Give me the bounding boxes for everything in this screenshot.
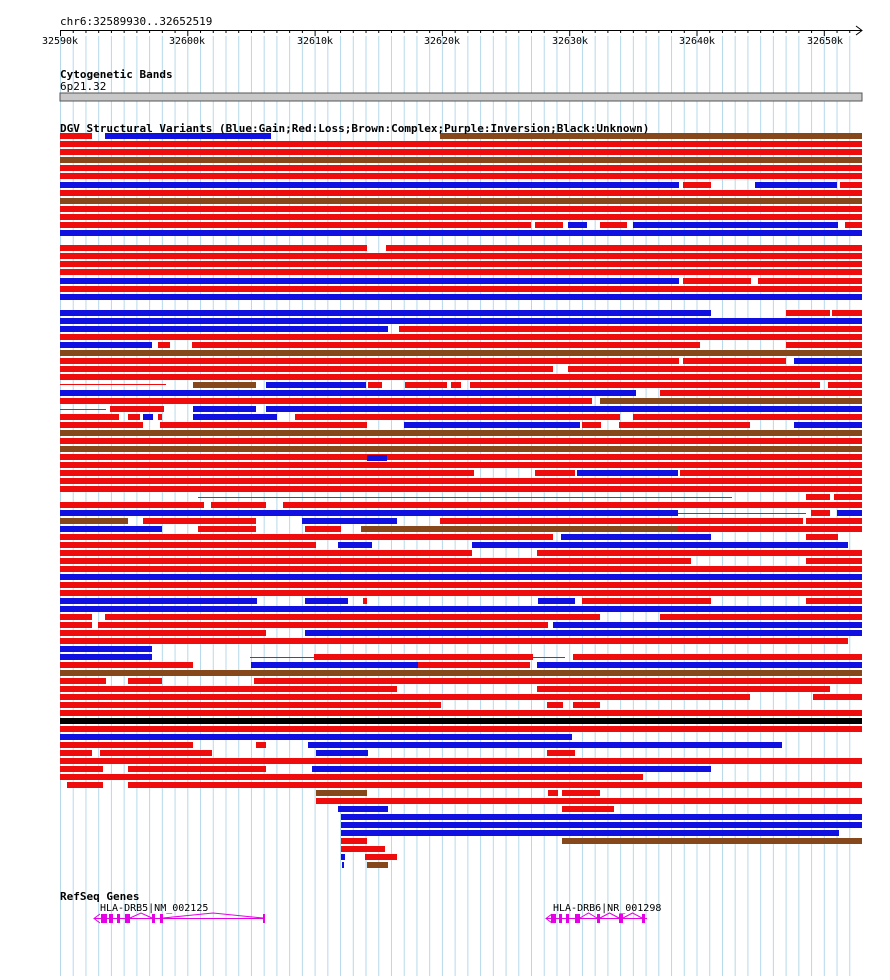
variant-feature[interactable]: [562, 806, 614, 812]
variant-feature[interactable]: [840, 182, 862, 188]
variant-feature[interactable]: [60, 310, 711, 316]
region-label: chr6:32589930..32652519: [60, 15, 213, 28]
variant-feature[interactable]: [683, 278, 751, 284]
variant-feature[interactable]: [60, 686, 397, 692]
variant-feature[interactable]: [568, 366, 862, 372]
variant-feature[interactable]: [302, 518, 397, 524]
variant-feature[interactable]: [828, 382, 862, 388]
variant-feature[interactable]: [683, 358, 786, 364]
gene-exon: [125, 914, 130, 923]
variant-feature[interactable]: [837, 510, 862, 516]
variant-feature[interactable]: [60, 165, 862, 171]
variant-feature[interactable]: [60, 182, 679, 188]
variant-feature[interactable]: [834, 494, 862, 500]
variant-feature[interactable]: [60, 422, 143, 428]
variant-feature[interactable]: [758, 278, 862, 284]
variant-feature[interactable]: [266, 382, 366, 388]
variant-feature[interactable]: [60, 149, 862, 155]
variant-feature[interactable]: [633, 222, 838, 228]
variant-feature[interactable]: [60, 294, 862, 300]
variant-feature[interactable]: [60, 694, 750, 700]
refseq-track-title: RefSeq Genes: [60, 890, 140, 903]
variant-feature[interactable]: [60, 478, 862, 484]
variant-feature[interactable]: [60, 358, 679, 364]
variant-feature[interactable]: [256, 742, 266, 748]
variant-feature[interactable]: [633, 414, 862, 420]
variant-feature[interactable]: [128, 782, 862, 788]
variant-feature[interactable]: [98, 622, 548, 628]
variant-feature[interactable]: [341, 846, 385, 852]
variant-feature[interactable]: [316, 790, 367, 796]
variant-feature[interactable]: [418, 662, 530, 668]
variant-feature[interactable]: [67, 782, 103, 788]
variant-feature[interactable]: [60, 630, 266, 636]
variant-feature[interactable]: [806, 494, 830, 500]
variant-feature[interactable]: [562, 790, 600, 796]
variant-feature[interactable]: [295, 414, 620, 420]
variant-feature[interactable]: [60, 622, 92, 628]
variant-feature[interactable]: [60, 678, 106, 684]
variant-feature[interactable]: [683, 182, 711, 188]
variant-feature[interactable]: [547, 750, 575, 756]
variant-feature[interactable]: [341, 814, 862, 820]
variant-feature[interactable]: [128, 678, 162, 684]
variant-feature[interactable]: [399, 326, 862, 332]
variant-feature[interactable]: [451, 382, 461, 388]
gene-exon: [152, 914, 155, 923]
variant-feature[interactable]: [60, 726, 862, 732]
variant-feature[interactable]: [368, 382, 382, 388]
variant-feature[interactable]: [60, 742, 193, 748]
variant-feature[interactable]: [128, 766, 266, 772]
variant-feature[interactable]: [60, 590, 862, 596]
cytoband-label: 6p21.32: [60, 80, 107, 93]
variant-feature[interactable]: [806, 558, 862, 564]
gene-exon: [263, 914, 265, 923]
variant-feature[interactable]: [573, 654, 862, 660]
variant-feature[interactable]: [308, 742, 782, 748]
variant-feature[interactable]: [158, 342, 170, 348]
dgv-track: [60, 133, 862, 868]
gene-exon: [597, 914, 600, 923]
refseq-genes-track: [94, 913, 647, 923]
variant-feature[interactable]: [266, 406, 862, 412]
variant-feature[interactable]: [547, 702, 563, 708]
variant-feature[interactable]: [110, 406, 164, 412]
variant-feature[interactable]: [361, 526, 678, 532]
variant-feature[interactable]: [341, 838, 367, 844]
variant-feature[interactable]: [806, 598, 862, 604]
ruler-tick-label: 32590k: [41, 36, 79, 47]
variant-feature[interactable]: [60, 598, 257, 604]
variant-feature[interactable]: [160, 422, 367, 428]
variant-feature[interactable]: [60, 774, 643, 780]
ruler: [42, 26, 862, 47]
variant-feature[interactable]: [60, 390, 636, 396]
variant-feature[interactable]: [60, 398, 592, 404]
variant-feature[interactable]: [405, 382, 447, 388]
gene-exon: [551, 914, 556, 923]
variant-feature[interactable]: [60, 518, 128, 524]
variant-feature[interactable]: [60, 374, 862, 380]
cytoband-track-title: Cytogenetic Bands: [60, 68, 173, 81]
variant-feature[interactable]: [680, 470, 862, 476]
variant-feature[interactable]: [660, 614, 862, 620]
variant-feature[interactable]: [60, 446, 862, 452]
variant-feature[interactable]: [338, 542, 372, 548]
gene-hla-drb6[interactable]: [546, 913, 647, 923]
variant-feature[interactable]: [60, 173, 862, 179]
variant-feature[interactable]: [538, 598, 575, 604]
variant-feature[interactable]: [813, 694, 862, 700]
variant-feature[interactable]: [794, 422, 862, 428]
variant-feature[interactable]: [305, 598, 348, 604]
variant-feature[interactable]: [755, 182, 837, 188]
variant-feature[interactable]: [105, 614, 600, 620]
variant-feature[interactable]: [60, 334, 862, 340]
variant-feature[interactable]: [60, 326, 388, 332]
variant-feature[interactable]: [811, 510, 830, 516]
variant-feature[interactable]: [365, 854, 397, 860]
variant-feature[interactable]: [60, 462, 862, 468]
variant-feature[interactable]: [254, 678, 862, 684]
variant-feature[interactable]: [60, 269, 862, 275]
variant-feature[interactable]: [60, 230, 862, 236]
variant-feature[interactable]: [305, 630, 862, 636]
variant-feature[interactable]: [786, 310, 830, 316]
variant-feature[interactable]: [786, 342, 862, 348]
variant-feature[interactable]: [60, 157, 862, 163]
variant-feature[interactable]: [158, 414, 162, 420]
variant-feature[interactable]: [60, 278, 679, 284]
variant-feature[interactable]: [60, 718, 862, 724]
variant-feature[interactable]: [60, 141, 862, 147]
variant-feature[interactable]: [60, 198, 862, 204]
gene-exon: [160, 914, 163, 923]
variant-feature[interactable]: [60, 582, 862, 588]
variant-feature[interactable]: [60, 542, 316, 548]
variant-feature[interactable]: [60, 638, 848, 644]
variant-feature[interactable]: [338, 806, 388, 812]
variant-feature[interactable]: [60, 486, 862, 492]
variant-feature[interactable]: [283, 502, 862, 508]
variant-feature[interactable]: [561, 534, 711, 540]
variant-feature[interactable]: [472, 542, 848, 548]
variant-feature[interactable]: [60, 574, 862, 580]
variant-feature[interactable]: [60, 261, 862, 267]
variant-feature[interactable]: [193, 382, 256, 388]
ruler-tick-label: 32620k: [423, 36, 461, 47]
variant-feature[interactable]: [582, 422, 601, 428]
gene-exon: [117, 914, 120, 923]
ruler-tick-label: 32610k: [296, 36, 334, 47]
variant-feature[interactable]: [60, 438, 862, 444]
variant-feature[interactable]: [60, 526, 162, 532]
ruler-tick-label: 32600k: [168, 36, 206, 47]
variant-feature[interactable]: [60, 470, 474, 476]
gene-label-hla-drb6[interactable]: HLA-DRB6|NR_001298: [553, 903, 662, 914]
variant-feature[interactable]: [537, 686, 830, 692]
variant-feature[interactable]: [806, 534, 838, 540]
variant-feature[interactable]: [341, 830, 839, 836]
variant-feature[interactable]: [832, 310, 862, 316]
gene-exon: [642, 914, 645, 923]
variant-feature[interactable]: [568, 222, 587, 228]
variant-feature[interactable]: [845, 222, 862, 228]
variant-feature[interactable]: [535, 222, 563, 228]
dgv-track-title: DGV Structural Variants (Blue:Gain;Red:Loss;Brown:Complex;Purple:Inversion;Black:Unknown): [60, 122, 650, 135]
variant-feature[interactable]: [193, 414, 277, 420]
variant-feature[interactable]: [600, 222, 627, 228]
variant-feature[interactable]: [806, 518, 862, 524]
variant-feature[interactable]: [60, 245, 367, 251]
variant-feature[interactable]: [794, 358, 862, 364]
ruler-tick-label: 32640k: [678, 36, 716, 47]
variant-feature[interactable]: [60, 502, 204, 508]
gene-exon: [566, 914, 569, 923]
variant-feature[interactable]: [251, 662, 418, 668]
variant-feature[interactable]: [341, 822, 862, 828]
gene-hla-drb5[interactable]: [94, 913, 265, 923]
variant-feature[interactable]: [60, 758, 862, 764]
variant-feature[interactable]: [60, 662, 193, 668]
variant-feature[interactable]: [660, 390, 862, 396]
variant-feature[interactable]: [314, 654, 533, 660]
variant-feature[interactable]: [60, 430, 862, 436]
variant-feature[interactable]: [60, 646, 152, 652]
variant-feature[interactable]: [60, 734, 572, 740]
variant-feature[interactable]: [143, 414, 153, 420]
variant-feature[interactable]: [60, 606, 862, 612]
variant-feature[interactable]: [100, 750, 212, 756]
variant-feature[interactable]: [60, 253, 862, 259]
variant-feature[interactable]: [404, 422, 580, 428]
variant-feature[interactable]: [60, 654, 152, 660]
variant-feature[interactable]: [60, 766, 103, 772]
variant-feature[interactable]: [60, 710, 862, 716]
variant-feature[interactable]: [143, 518, 256, 524]
variant-feature[interactable]: [60, 286, 862, 292]
variant-feature[interactable]: [60, 558, 691, 564]
variant-feature[interactable]: [60, 614, 92, 620]
variant-feature[interactable]: [198, 526, 256, 532]
variant-feature[interactable]: [60, 206, 862, 212]
variant-feature[interactable]: [211, 502, 266, 508]
gene-exon: [575, 914, 580, 923]
gene-label-hla-drb5[interactable]: HLA-DRB5|NM_002125: [100, 903, 209, 914]
variant-feature[interactable]: [60, 318, 862, 324]
variant-feature[interactable]: [60, 454, 862, 460]
variant-feature[interactable]: [60, 342, 152, 348]
cytoband-bar[interactable]: [60, 93, 862, 101]
variant-feature[interactable]: [60, 534, 553, 540]
variant-feature[interactable]: [619, 422, 750, 428]
variant-feature[interactable]: [577, 470, 678, 476]
variant-feature[interactable]: [60, 550, 472, 556]
gene-exon: [101, 914, 107, 923]
variant-feature[interactable]: [600, 398, 862, 404]
variant-feature[interactable]: [386, 245, 862, 251]
variant-feature[interactable]: [60, 414, 119, 420]
variant-feature[interactable]: [60, 510, 678, 516]
variant-feature[interactable]: [440, 518, 803, 524]
variant-feature[interactable]: [60, 214, 862, 220]
variant-feature[interactable]: [537, 550, 862, 556]
variant-feature[interactable]: [582, 598, 711, 604]
variant-feature[interactable]: [305, 526, 341, 532]
variant-feature[interactable]: [60, 222, 531, 228]
ruler-tick-label: 32650k: [806, 36, 844, 47]
variant-feature[interactable]: [60, 750, 92, 756]
variant-feature[interactable]: [316, 750, 368, 756]
variant-feature[interactable]: [363, 598, 367, 604]
variant-feature[interactable]: [342, 862, 344, 868]
ruler-tick-label: 32630k: [551, 36, 589, 47]
variant-feature[interactable]: [470, 382, 820, 388]
gene-exon: [559, 914, 562, 923]
variant-feature[interactable]: [548, 790, 558, 796]
variant-feature[interactable]: [60, 566, 862, 572]
variant-feature[interactable]: [312, 766, 711, 772]
variant-feature[interactable]: [573, 702, 600, 708]
variant-feature[interactable]: [60, 366, 553, 372]
gene-exon: [109, 914, 113, 923]
variant-feature[interactable]: [193, 406, 256, 412]
variant-feature[interactable]: [60, 702, 441, 708]
variant-feature[interactable]: [367, 455, 387, 461]
gene-exon: [619, 914, 623, 923]
variant-feature[interactable]: [128, 414, 140, 420]
variant-feature[interactable]: [562, 838, 862, 844]
variant-feature[interactable]: [341, 854, 345, 860]
variant-feature[interactable]: [535, 470, 575, 476]
variant-feature[interactable]: [192, 342, 700, 348]
variant-feature[interactable]: [60, 190, 862, 196]
variant-feature[interactable]: [60, 350, 862, 356]
variant-feature[interactable]: [367, 862, 388, 868]
variant-feature[interactable]: [553, 622, 862, 628]
variant-feature[interactable]: [60, 670, 862, 676]
variant-feature[interactable]: [316, 798, 862, 804]
variant-feature[interactable]: [537, 662, 862, 668]
